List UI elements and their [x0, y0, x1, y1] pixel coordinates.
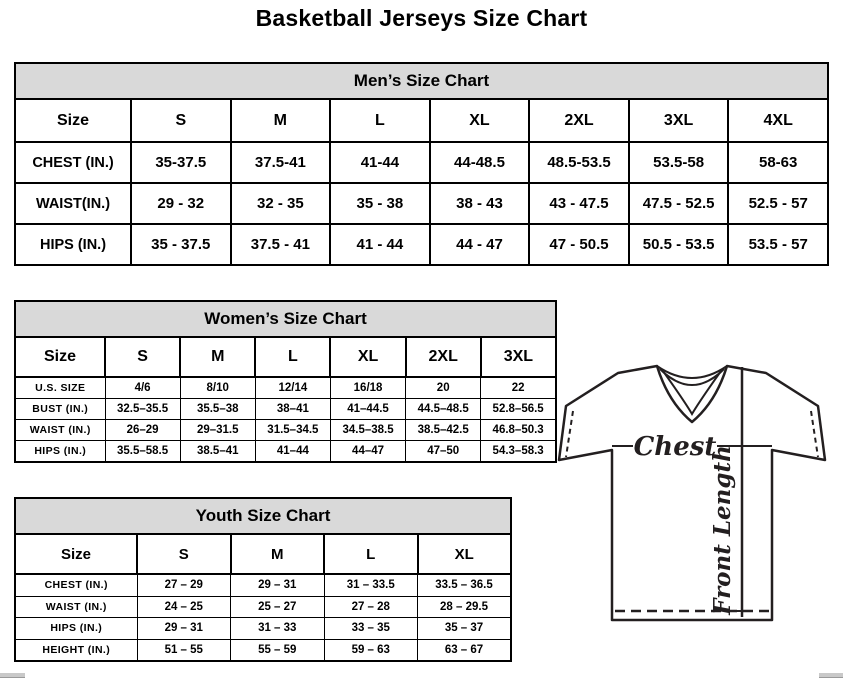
womens-cell-bust-in-xl: 41–44.5: [330, 399, 405, 420]
youth-cell-waist-in-s: 24 – 25: [137, 596, 231, 618]
front-length-label: Front Length: [709, 445, 736, 615]
youth-row-waist-in: [15, 596, 511, 618]
womens-cell-waist-in-2xl: 38.5–42.5: [406, 420, 481, 441]
horizontal-scrollbar-fragment-right[interactable]: [819, 673, 843, 678]
youth-cell-chest-in-xl: 33.5 – 36.5: [418, 574, 512, 596]
mens-cell-hips-in-s: 35 - 37.5: [131, 224, 231, 265]
womens-cell-hips-in-2xl: 47–50: [406, 441, 481, 463]
youth-cell-chest-in-m: 29 – 31: [231, 574, 325, 596]
chest-label: Chest: [633, 432, 717, 462]
youth-row-hips-in: [15, 618, 511, 640]
womens-column-header-s: S: [105, 337, 180, 377]
youth-cell-hips-in-xl: 35 – 37: [418, 618, 512, 640]
jersey-measurement-diagram: [556, 360, 843, 628]
mens-cell-hips-in-4xl: 53.5 - 57: [728, 224, 828, 265]
womens-column-header-2xl: 2XL: [406, 337, 481, 377]
mens-column-header-4xl: 4XL: [728, 99, 828, 142]
youth-cell-height-in-m: 55 – 59: [231, 639, 325, 661]
youth-row-height-in: [15, 639, 511, 661]
womens-cell-bust-in-3xl: 52.8–56.5: [481, 399, 556, 420]
womens-cell-u-s-size-2xl: 20: [406, 377, 481, 399]
womens-cell-bust-in-m: 35.5–38: [180, 399, 255, 420]
womens-column-header-3xl: 3XL: [481, 337, 556, 377]
mens-cell-waist-in-l: 35 - 38: [330, 183, 430, 224]
mens-cell-chest-in-4xl: 58-63: [728, 142, 828, 183]
womens-column-header-xl: XL: [330, 337, 405, 377]
horizontal-scrollbar-fragment-left[interactable]: [0, 673, 25, 678]
womens-size-chart-section: [14, 300, 557, 463]
womens-column-header-l: L: [255, 337, 330, 377]
mens-size-header-row: [15, 99, 828, 142]
mens-cell-chest-in-2xl: 48.5-53.5: [529, 142, 629, 183]
youth-cell-waist-in-l: 27 – 28: [324, 596, 418, 618]
womens-cell-hips-in-l: 41–44: [255, 441, 330, 463]
youth-row-label-waist-in: WAIST (IN.): [15, 596, 137, 618]
womens-cell-hips-in-m: 38.5–41: [180, 441, 255, 463]
youth-size-chart-section: [14, 497, 512, 662]
mens-row-label-hips-in: HIPS (IN.): [15, 224, 131, 265]
youth-column-header-xl: XL: [418, 534, 512, 574]
womens-cell-bust-in-s: 32.5–35.5: [105, 399, 180, 420]
mens-row-hips-in: [15, 224, 828, 265]
mens-column-header-l: L: [330, 99, 430, 142]
womens-cell-hips-in-xl: 44–47: [330, 441, 405, 463]
mens-column-header-size: Size: [15, 99, 131, 142]
youth-row-label-chest-in: CHEST (IN.): [15, 574, 137, 596]
womens-row-label-bust-in: BUST (IN.): [15, 399, 105, 420]
mens-cell-hips-in-xl: 44 - 47: [430, 224, 530, 265]
womens-row-hips-in: [15, 441, 556, 463]
youth-size-table: [14, 533, 512, 662]
youth-row-label-hips-in: HIPS (IN.): [15, 618, 137, 640]
womens-row-bust-in: [15, 399, 556, 420]
womens-column-header-m: M: [180, 337, 255, 377]
mens-cell-waist-in-2xl: 43 - 47.5: [529, 183, 629, 224]
youth-row-label-height-in: HEIGHT (IN.): [15, 639, 137, 661]
youth-cell-chest-in-l: 31 – 33.5: [324, 574, 418, 596]
youth-column-header-l: L: [324, 534, 418, 574]
womens-size-header-row: [15, 337, 556, 377]
youth-cell-waist-in-m: 25 – 27: [231, 596, 325, 618]
mens-column-header-xl: XL: [430, 99, 530, 142]
mens-cell-waist-in-3xl: 47.5 - 52.5: [629, 183, 729, 224]
youth-cell-height-in-xl: 63 – 67: [418, 639, 512, 661]
youth-cell-chest-in-s: 27 – 29: [137, 574, 231, 596]
womens-column-header-size: Size: [15, 337, 105, 377]
mens-cell-chest-in-s: 35-37.5: [131, 142, 231, 183]
mens-cell-chest-in-l: 41-44: [330, 142, 430, 183]
mens-size-chart-section: [14, 62, 829, 266]
mens-cell-hips-in-2xl: 47 - 50.5: [529, 224, 629, 265]
mens-cell-waist-in-xl: 38 - 43: [430, 183, 530, 224]
mens-cell-hips-in-l: 41 - 44: [330, 224, 430, 265]
mens-cell-chest-in-xl: 44-48.5: [430, 142, 530, 183]
mens-column-header-m: M: [231, 99, 331, 142]
mens-row-waist-in: [15, 183, 828, 224]
mens-size-table: [14, 98, 829, 266]
youth-column-header-m: M: [231, 534, 325, 574]
mens-column-header-s: S: [131, 99, 231, 142]
womens-cell-hips-in-s: 35.5–58.5: [105, 441, 180, 463]
womens-cell-waist-in-l: 31.5–34.5: [255, 420, 330, 441]
womens-cell-u-s-size-m: 8/10: [180, 377, 255, 399]
womens-size-table: [14, 336, 557, 463]
womens-cell-waist-in-3xl: 46.8–50.3: [481, 420, 556, 441]
womens-cell-hips-in-3xl: 54.3–58.3: [481, 441, 556, 463]
mens-cell-chest-in-3xl: 53.5-58: [629, 142, 729, 183]
mens-cell-waist-in-4xl: 52.5 - 57: [728, 183, 828, 224]
mens-cell-hips-in-m: 37.5 - 41: [231, 224, 331, 265]
mens-column-header-2xl: 2XL: [529, 99, 629, 142]
mens-row-label-waist-in: WAIST(IN.): [15, 183, 131, 224]
womens-row-label-waist-in: WAIST (IN.): [15, 420, 105, 441]
shirt-body-path: [559, 366, 825, 620]
youth-cell-height-in-l: 59 – 63: [324, 639, 418, 661]
womens-row-label-u-s-size: U.S. SIZE: [15, 377, 105, 399]
womens-cell-waist-in-m: 29–31.5: [180, 420, 255, 441]
youth-cell-hips-in-s: 29 – 31: [137, 618, 231, 640]
mens-cell-chest-in-m: 37.5-41: [231, 142, 331, 183]
page-title: Basketball Jerseys Size Chart: [255, 5, 588, 31]
mens-cell-waist-in-s: 29 - 32: [131, 183, 231, 224]
mens-chart-title: Men’s Size Chart: [14, 62, 829, 100]
womens-row-u-s-size: [15, 377, 556, 399]
mens-cell-waist-in-m: 32 - 35: [231, 183, 331, 224]
womens-cell-waist-in-xl: 34.5–38.5: [330, 420, 405, 441]
jersey-outline-icon: [556, 360, 843, 628]
womens-cell-u-s-size-s: 4/6: [105, 377, 180, 399]
youth-cell-hips-in-m: 31 – 33: [231, 618, 325, 640]
womens-row-label-hips-in: HIPS (IN.): [15, 441, 105, 463]
youth-cell-hips-in-l: 33 – 35: [324, 618, 418, 640]
youth-cell-waist-in-xl: 28 – 29.5: [418, 596, 512, 618]
youth-size-header-row: [15, 534, 511, 574]
womens-chart-title: Women’s Size Chart: [14, 300, 557, 338]
mens-column-header-3xl: 3XL: [629, 99, 729, 142]
womens-cell-u-s-size-3xl: 22: [481, 377, 556, 399]
mens-row-label-chest-in: CHEST (IN.): [15, 142, 131, 183]
youth-row-chest-in: [15, 574, 511, 596]
youth-column-header-size: Size: [15, 534, 137, 574]
womens-row-waist-in: [15, 420, 556, 441]
womens-cell-u-s-size-xl: 16/18: [330, 377, 405, 399]
youth-chart-title: Youth Size Chart: [14, 497, 512, 535]
mens-cell-hips-in-3xl: 50.5 - 53.5: [629, 224, 729, 265]
womens-cell-bust-in-2xl: 44.5–48.5: [406, 399, 481, 420]
youth-cell-height-in-s: 51 – 55: [137, 639, 231, 661]
youth-column-header-s: S: [137, 534, 231, 574]
womens-cell-u-s-size-l: 12/14: [255, 377, 330, 399]
mens-row-chest-in: [15, 142, 828, 183]
womens-cell-waist-in-s: 26–29: [105, 420, 180, 441]
womens-cell-bust-in-l: 38–41: [255, 399, 330, 420]
